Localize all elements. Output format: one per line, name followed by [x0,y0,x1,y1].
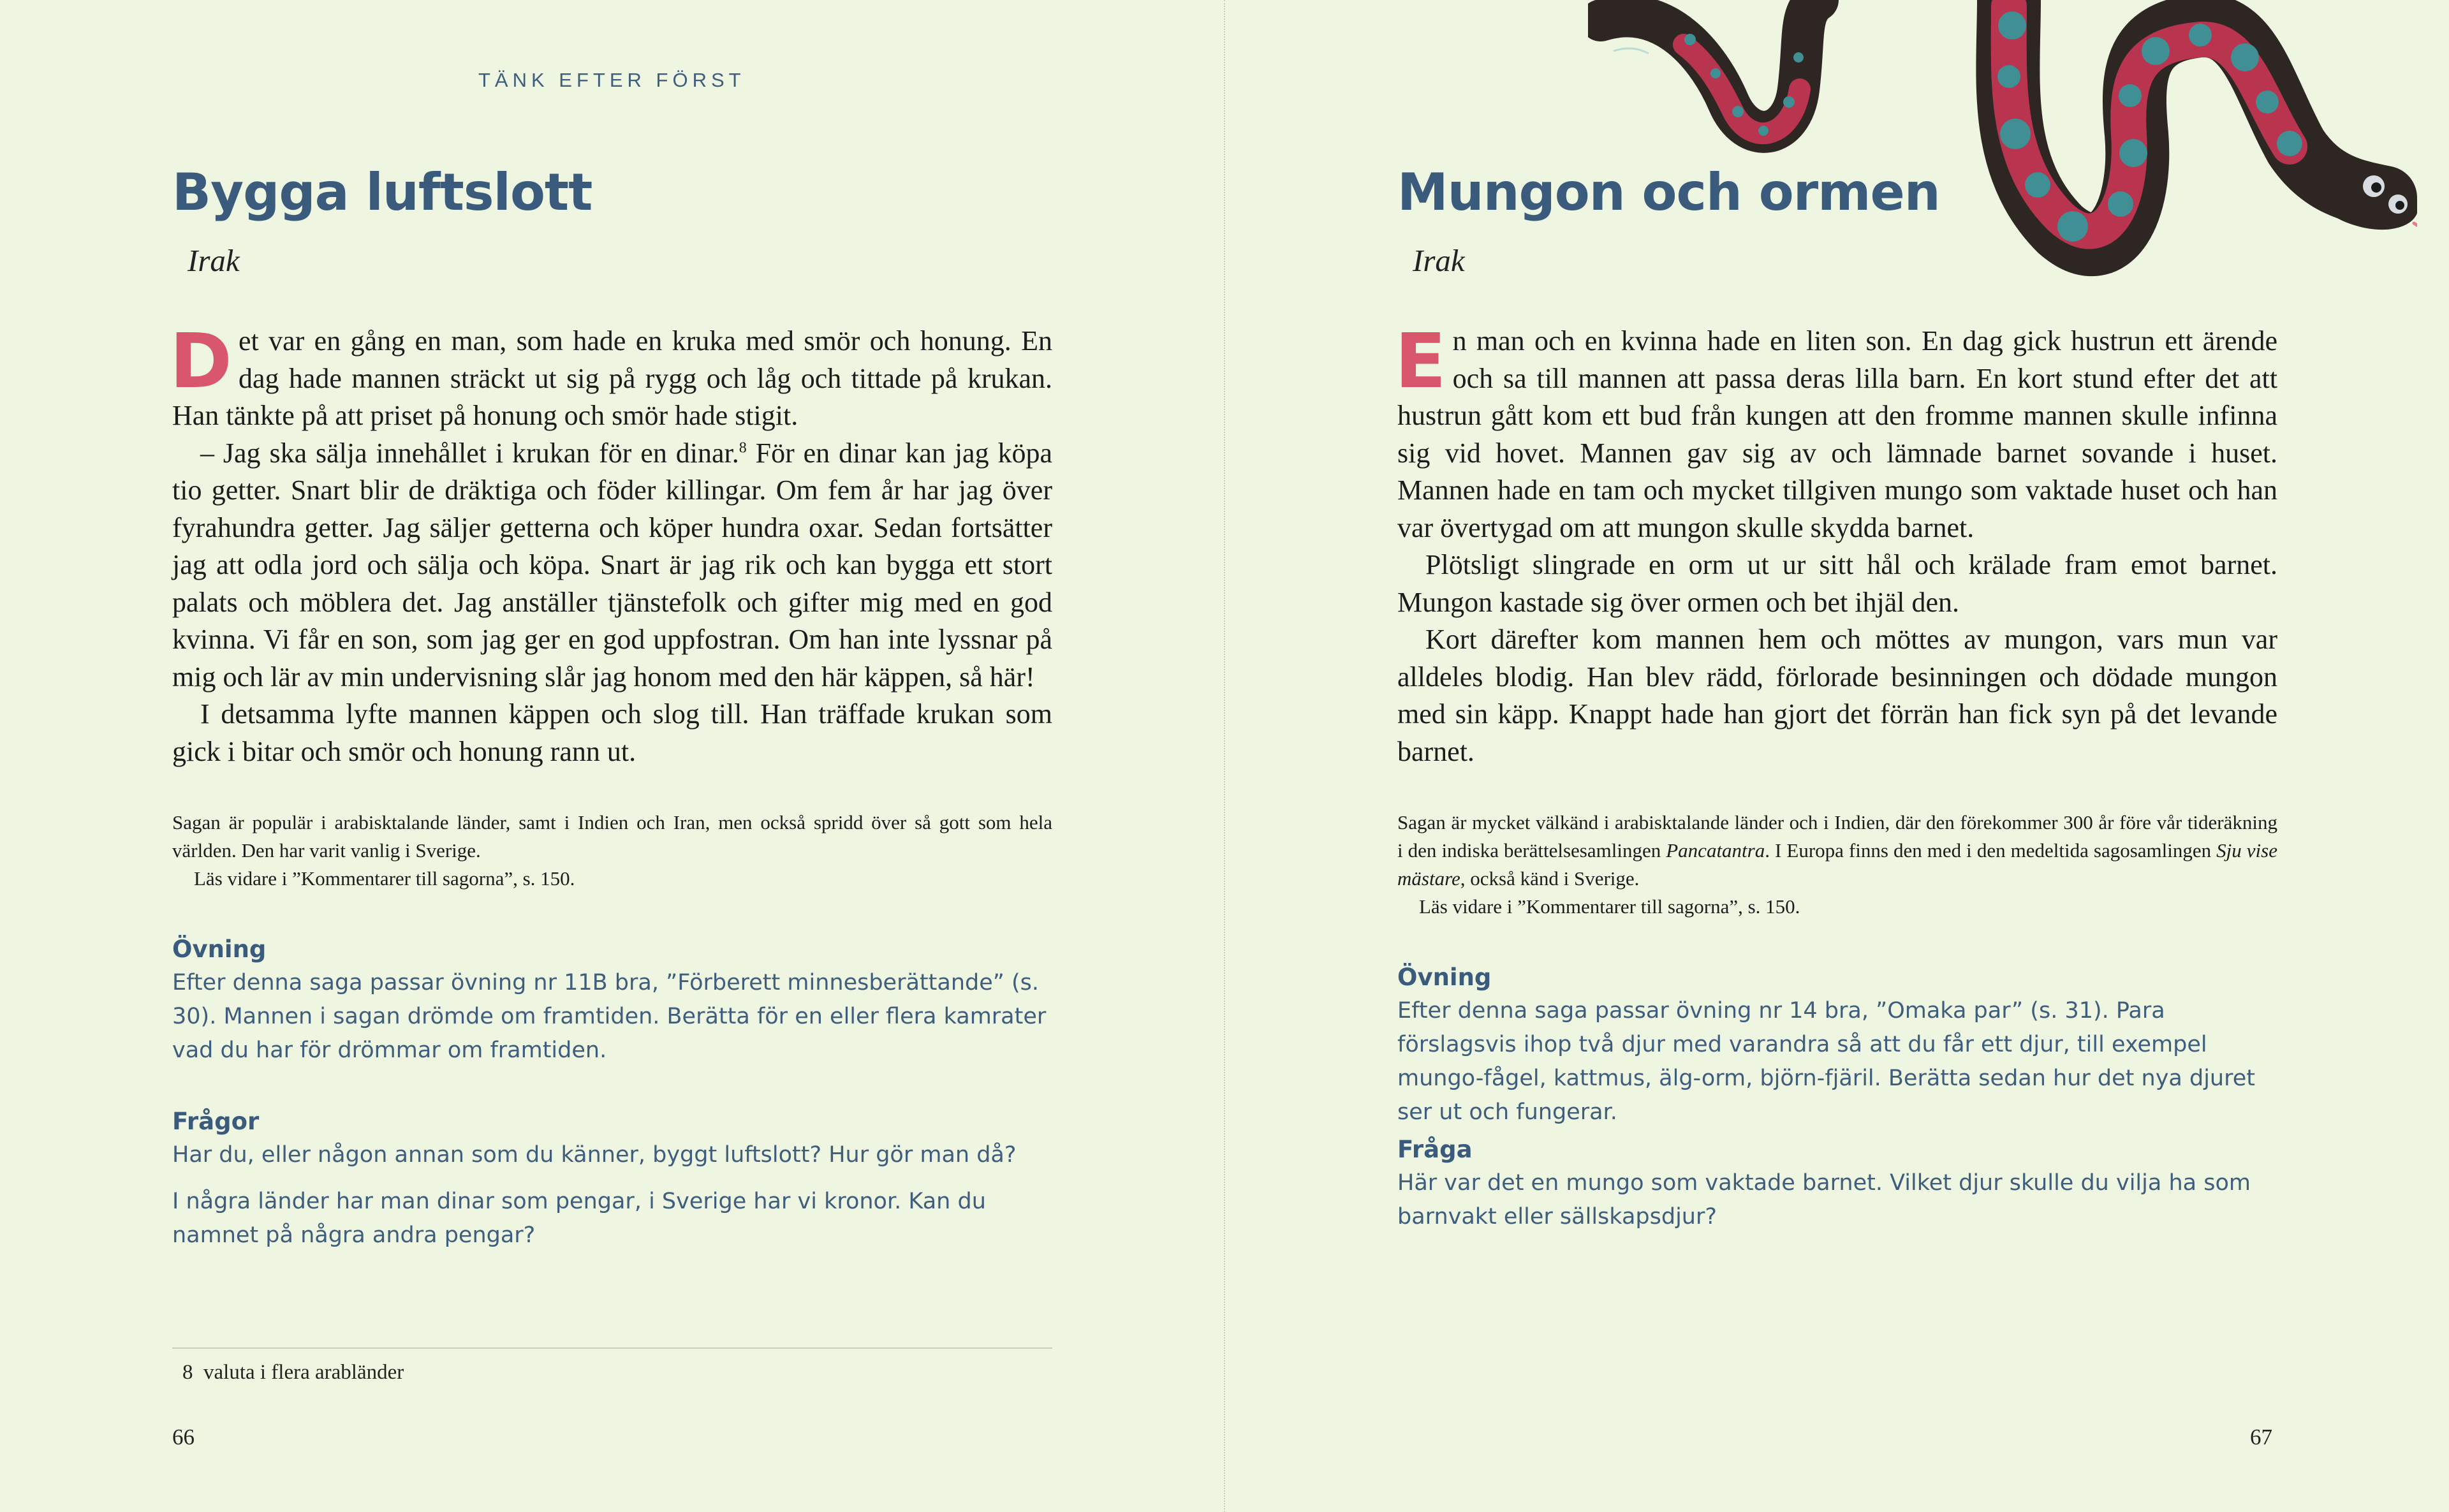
running-head: TÄNK EFTER FÖRST [478,69,746,91]
exercise-text: Efter denna saga passar övning nr 14 bra, ”Omaka par” (s. 31). Para förslagsvis ihop två djur med varandra så att du får ett djur, till exempel mungo-fågel, kattmus, älg-orm, björn-fjäril. Berätta sedan hur det nya djuret ser ut och fungerar. [1397,998,2255,1125]
snake-tongue [2414,223,2417,249]
exercise-heading: Övning [172,936,267,963]
question-2: I några länder har man dinar som pengar, i Sverige har vi kronor. Kan du namnet på några andra pengar? [172,1189,986,1248]
paragraph-1: Det var en gång en man, som hade en kruka med smör och honung. En dag hade mannen sträckt ut sig på rygg och låg och tittade på krukan. Han tänkte på att priset på honung och smör hade stigit. [170,317,1052,431]
story-text [1395,317,2277,770]
story-text [170,317,1052,770]
commentary-note: Sagan är mycket välkänd i arabisktalande länder och i Indien, där den förekommer 300 år före vår tideräkning i den indiska berättelsesamlingen Pancatantra. I Europa finns den med i den medeltida sagosamlingen Sju vise mästare, också känd i Sverige. Läs vidare i ”Kommentarer till sagorna”, s. 150. [1397,811,2277,918]
snake-illustration [1588,0,2417,281]
questions-heading: Frågor [172,1108,260,1135]
page-number: 66 [172,1425,195,1450]
exercise-text: Efter denna saga passar övning nr 11B bra, ”Förberett minnesberättande” (s. 30). Mannen i sagan drömde om framtiden. Berätta för en eller flera kamrater vad du har för drömmar om framtiden. [172,970,1047,1063]
paragraph-2: Plötsligt slingrade en orm ut ur sitt hål och krälade fram emot barnet. Mungon kastade sig över ormen och bet ihjäl den. [1397,549,2277,618]
footnote-rule [172,1347,1052,1349]
exercise-section [172,932,1052,1068]
page-number: 67 [2250,1425,2272,1450]
paragraph-1: En man och en kvinna hade en liten son. En dag gick hustrun ett ärende och sa till mannen att passa deras lilla barn. En kort stund efter det att hustrun gått kom ett bud från kungen att den fromme mannen skulle infinna sig vid hovet. Mannen gav sig av och lämnade barnet sovande i huset. Mannen hade en tam och mycket tillgiven mungo som vaktade huset och han var övertygad om att mungon skulle skydda barnet. [1395,317,2277,543]
story-origin: Irak [1413,243,1465,278]
paragraph-3: Kort därefter kom mannen hem och möttes av mungon, vars mun var alldeles blodig. Han blev rädd, förlorade besinningen och dödade mungon med sin käpp. Knappt hade han gjort det förrän han fick syn på det levande barnet. [1397,624,2277,767]
question-1: Har du, eller någon annan som du känner, byggt luftslott? Hur gör man då? [172,1142,1017,1168]
story-title: Mungon och ormen [1397,163,1940,222]
story-origin: Irak [188,243,240,278]
motion-line [1614,48,1649,54]
exercise-section [1397,960,2277,1129]
question-section [1397,1133,2277,1234]
left-page [0,0,1224,1512]
drop-cap: D [170,317,232,405]
footnote-reference: 8 [739,439,747,456]
story-title: Bygga luftslott [172,163,592,222]
commentary-note: Sagan är populär i arabisktalande länder, samt i Indien och Iran, men också spridd över så gott som hela världen. Den har varit vanlig i Sverige. Läs vidare i ”Kommentarer till sagorna”, s. 150. [172,811,1052,890]
question-heading: Fråga [1397,1136,1473,1163]
footnote: 8 valuta i flera arabländer [182,1361,404,1384]
paragraph-3: I detsamma lyfte mannen käppen och slog till. Han träffade krukan som gick i bitar och smör och honung rann ut. [172,698,1052,767]
drop-cap: E [1395,317,1446,405]
exercise-heading: Övning [1397,964,1492,991]
question-1: Här var det en mungo som vaktade barnet. Vilket djur skulle du vilja ha som barnvakt eller sällskapsdjur? [1397,1170,2251,1229]
paragraph-2: – Jag ska sälja innehållet i krukan för en dinar.$^8$ För en dinar kan jag köpa tio getter. Snart blir de dräktiga och föder killingar. Om fem år har jag över fyrahundra getter. Jag säljer getterna och köper hundra oxar. Sedan fortsätter jag att odla jord och sälja och köpa. Snart är jag rik och kan bygga ett stort palats och möblera det. Jag anställer tjänstefolk och gifter mig med en god kvinna. Vi får en son, som jag ger en god uppfostran. Om han inte lyssnar på mig och lär av min undervisning slår jag honom med den här käppen, så här! [172,437,1052,693]
questions-section [172,1105,1052,1252]
